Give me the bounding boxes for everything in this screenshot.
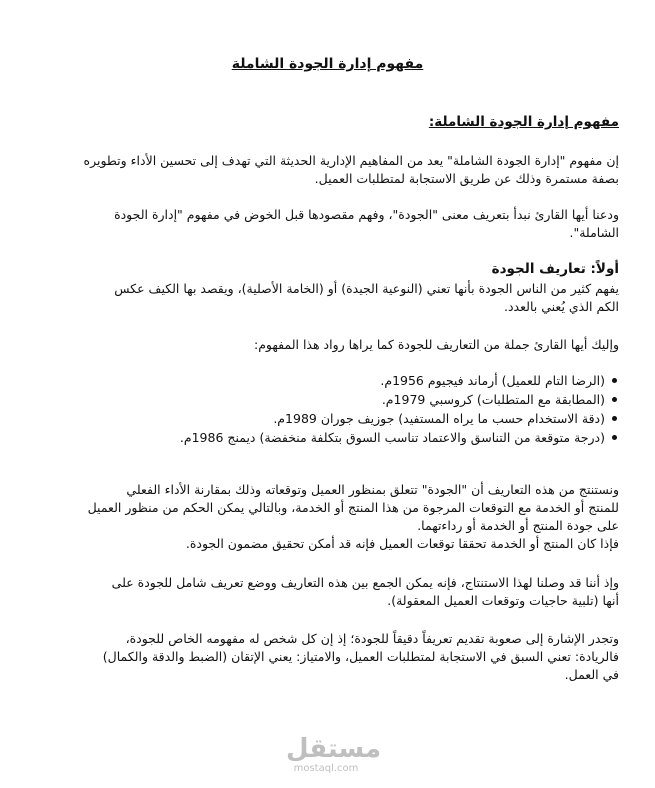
final-line: وتجدر الإشارة إلى صعوبة تقديم تعريفاً دقيقاً للجودة؛ إذ إن كل شخص له مفهومه الخاص للجودة، xyxy=(125,631,619,646)
conclusion-paragraph xyxy=(34,481,619,553)
reader-line: الشاملة". xyxy=(569,225,619,240)
reader-line: ودعنا أيها القارئ نبدأ بتعريف معنى "الجودة"، وفهم مقصودها قبل الخوض في مفهوم "إدارة الجودة xyxy=(114,207,619,222)
comprehensive-line: أنها (تلبية حاجيات وتوقعات العميل المعقولة). xyxy=(387,593,619,608)
conclusion-line: ونستنتج من هذه التعاريف أن "الجودة" تتعلق بمنظور العميل وتوقعاته وذلك بمقارنة الأداء الفعلي xyxy=(126,482,619,497)
definitions-line: الكم الذي يُعني بالعدد. xyxy=(504,299,619,314)
conclusion-line: على جودة المنتج أو الخدمة أو رداءتهما. xyxy=(417,518,619,533)
intro-paragraph xyxy=(34,152,619,188)
list-item: (الرضا التام للعميل) أرماند فيجيوم 1956م. xyxy=(34,371,619,390)
reader-paragraph xyxy=(34,206,619,242)
intro-line: بصفة مستمرة وذلك عن طريق الاستجابة لمتطلبات العميل. xyxy=(314,171,619,186)
comprehensive-paragraph xyxy=(34,574,619,610)
watermark-logo: مستقل xyxy=(286,734,382,764)
definitions-line: يفهم كثير من الناس الجودة بأنها تعني (النوعية الجيدة) أو (الخامة الأصلية)، ويقصد بها الكيف عكس xyxy=(114,281,619,296)
list-intro: وإليك أيها القارئ جملة من التعاريف للجودة كما يراها رواد هذا المفهوم: xyxy=(253,337,619,352)
section-heading: مفهوم إدارة الجودة الشاملة: xyxy=(428,114,619,130)
final-line: في العمل. xyxy=(564,667,619,682)
list-item: (درجة متوقعة من التناسق والاعتماد تناسب السوق بتكلفة منخفضة) ديمنج 1986م. xyxy=(34,428,619,447)
final-paragraph xyxy=(34,630,619,684)
list-item: (دقة الاستخدام حسب ما يراه المستفيد) جوزيف جوران 1989م. xyxy=(34,409,619,428)
conclusion-line: للمنتج أو الخدمة مع التوقعات المرجوة من هذا المنتج أو الخدمة، وبالتالي يمكن الحكم من منظور العميل xyxy=(87,500,619,515)
definitions-list xyxy=(34,371,619,447)
final-line: فالريادة: تعني السبق في الاستجابة لمتطلبات العميل، والامتياز: يعني الإتقان (الضبط والدقة والكمال) xyxy=(102,649,619,664)
list-item: (المطابقة مع المتطلبات) كروسبي 1979م. xyxy=(34,390,619,409)
page-title: مفهوم إدارة الجودة الشاملة xyxy=(231,56,424,72)
watermark xyxy=(286,734,382,775)
definitions-paragraph xyxy=(34,280,619,316)
comprehensive-line: وإذ أننا قد وصلنا لهذا الاستنتاج، فإنه يمكن الجمع بين هذه التعاريف ووضع تعريف شامل للجودة على xyxy=(111,575,619,590)
conclusion-line: فإذا كان المنتج أو الخدمة تحققا توقعات العميل فإنه قد أمكن تحقيق مضمون الجودة. xyxy=(185,536,619,551)
definitions-heading: أولاً: تعاريف الجودة xyxy=(491,261,619,277)
watermark-url: mostaql.com xyxy=(293,763,359,774)
intro-line: إن مفهوم "إدارة الجودة الشاملة" يعد من المفاهيم الإدارية الحديثة التي تهدف إلى تحسين الأداء وتطويره xyxy=(83,153,619,168)
